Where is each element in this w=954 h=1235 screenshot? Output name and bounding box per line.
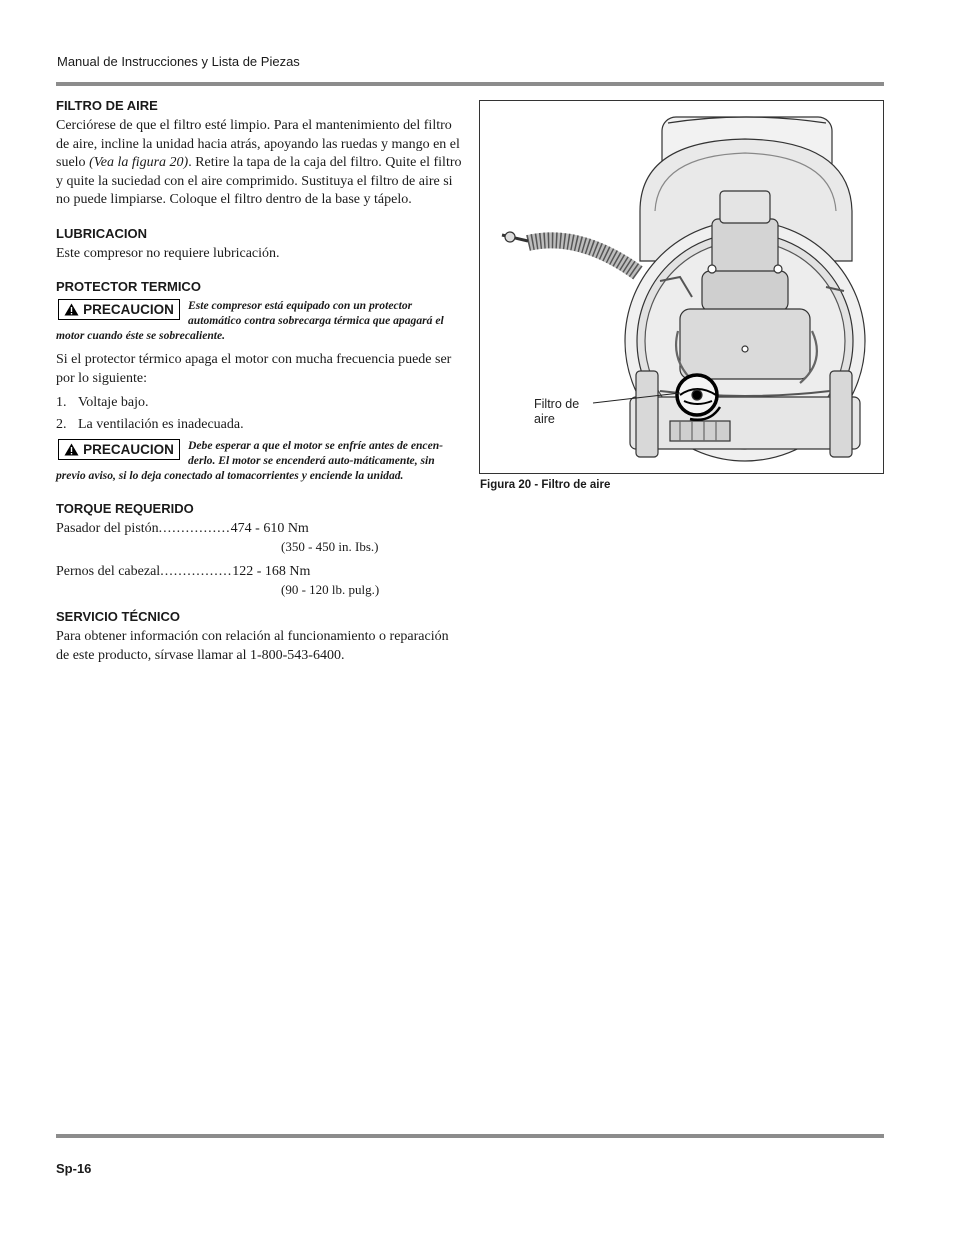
caution-label: PRECAUCION xyxy=(83,442,174,457)
torque-row xyxy=(56,520,464,538)
callout-line-1: Filtro de xyxy=(534,397,580,411)
leader-dots: ................ xyxy=(158,521,231,536)
list-number: 1. xyxy=(56,395,67,410)
page-header-title: Manual de Instrucciones y Lista de Piezas xyxy=(57,54,300,69)
list-number: 2. xyxy=(56,417,67,432)
list-text: La ventilación es inadecuada. xyxy=(78,417,244,432)
page-number: Sp-16 xyxy=(56,1161,92,1176)
section-filtro xyxy=(56,98,464,210)
warning-triangle-icon xyxy=(64,443,79,456)
filtro-text-part2: . Retire la tapa de la caja del filtro. Quite el filtro y quite la suciedad con el aire comprimido. Sustituya el filtro de aire si no puede limpiarse. Coloque el filtro dentro de la base y tápelo. xyxy=(56,155,462,207)
paragraph-servicio: Para obtener información con relación al funcionamiento o reparación de este producto, sírvase llamar al 1-800-543-6400. xyxy=(56,629,449,663)
list-text: Voltaje bajo. xyxy=(78,395,149,410)
heading-filtro: FILTRO DE AIRE xyxy=(56,98,158,113)
section-protector xyxy=(56,279,464,483)
paragraph-lubricacion: Este compresor no requiere lubricación. xyxy=(56,245,280,261)
paragraph-filtro xyxy=(56,117,464,210)
figure-callout-label xyxy=(534,397,579,427)
cause-list xyxy=(56,394,464,434)
caution-text-2: Debe esperar a que el motor se enfríe antes de encen-derlo. El motor se encenderá auto-máticamente, sin previo aviso, si lo deja conectado al tomacorrientes y enciende la unidad. xyxy=(56,439,444,482)
figure-20-air-filter xyxy=(479,100,884,474)
section-servicio xyxy=(56,609,464,665)
filtro-text-part1: Cerciórese de que el filtro esté limpio. Para el mantenimiento del filtro de aire, incline la unidad hacia atrás, apoyando las ruedas y mango en el suelo xyxy=(56,118,460,170)
caution-badge xyxy=(58,439,180,460)
heading-torque: TORQUE REQUERIDO xyxy=(56,501,194,516)
caution-block-1 xyxy=(56,298,464,343)
torque-label: Pasador del pistón xyxy=(56,521,159,536)
figure-reference: (Vea la figura 20) xyxy=(89,155,189,170)
torque-label: Pernos del cabezal xyxy=(56,564,161,579)
section-torque xyxy=(56,501,464,599)
torque-value: 122 - 168 Nm xyxy=(232,564,311,579)
caution-badge xyxy=(58,299,180,320)
caution-block-2 xyxy=(56,438,464,483)
heading-servicio: SERVICIO TÉCNICO xyxy=(56,609,181,624)
section-lubricacion xyxy=(56,226,464,264)
left-column xyxy=(56,98,464,681)
torque-sub-value: (90 - 120 lb. pulg.) xyxy=(281,582,380,597)
heading-protector: PROTECTOR TERMICO xyxy=(56,279,201,294)
torque-sub-value: (350 - 450 in. Ibs.) xyxy=(281,539,379,554)
paragraph-protector: Si el protector térmico apaga el motor con mucha frecuencia puede ser por lo siguiente: xyxy=(56,352,452,386)
footer-rule xyxy=(56,1134,884,1138)
caution-text-1: Este compresor está equipado con un protector automático contra sobrecarga térmica que apagará el motor cuando éste se sobrecaliente. xyxy=(56,299,444,342)
list-item xyxy=(56,416,464,434)
figure-caption: Figura 20 - Filtro de aire xyxy=(480,479,611,491)
warning-triangle-icon xyxy=(64,303,79,316)
callout-line-2: aire xyxy=(534,412,555,426)
header-rule xyxy=(56,82,884,86)
heading-lubricacion: LUBRICACION xyxy=(56,225,147,241)
leader-dots: ................ xyxy=(160,564,233,579)
torque-row xyxy=(56,563,464,581)
torque-value: 474 - 610 Nm xyxy=(230,521,309,536)
list-item xyxy=(56,394,464,412)
caution-label: PRECAUCION xyxy=(83,302,174,317)
